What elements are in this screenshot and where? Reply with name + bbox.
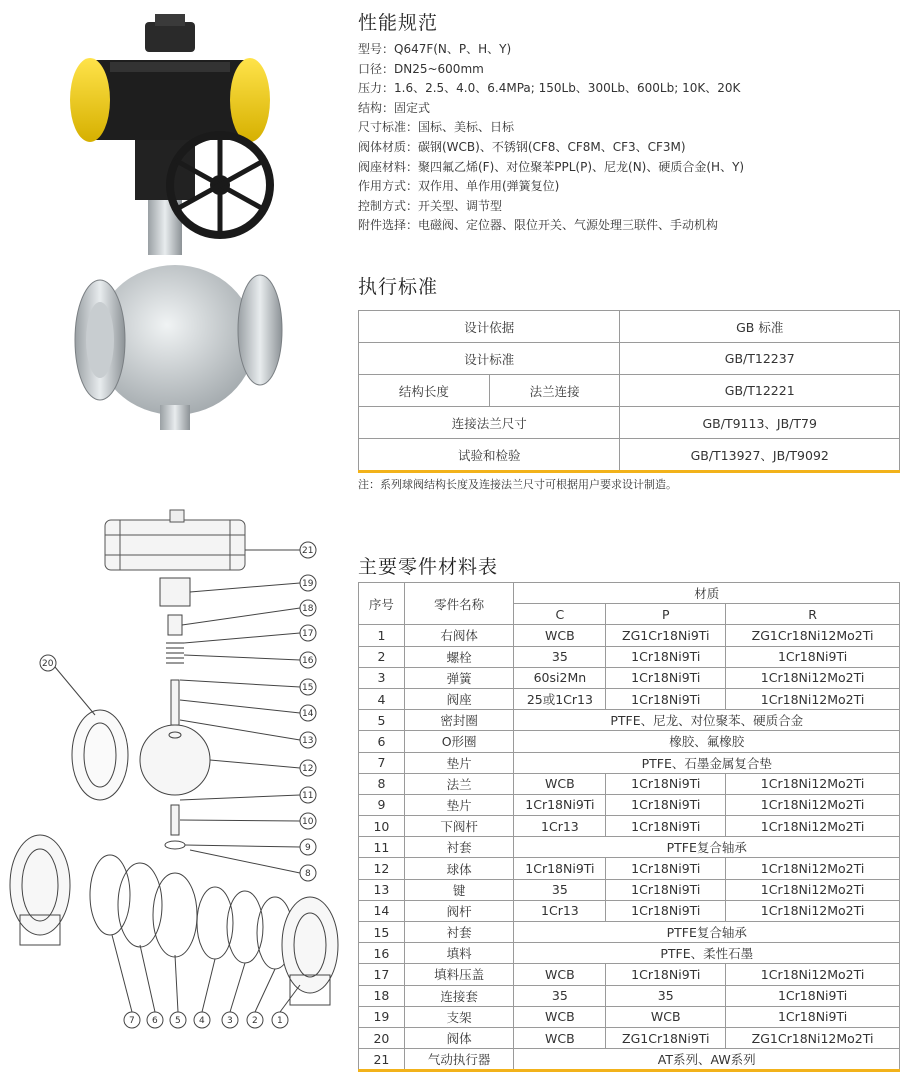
- row-number: 2: [359, 646, 405, 667]
- part-name: 垫片: [404, 794, 514, 815]
- table-row: [359, 375, 900, 407]
- spec-item: 口径：DN25~600mm: [358, 61, 484, 76]
- material-all: 橡胶、氟橡胶: [514, 731, 900, 752]
- part-name: 填料: [404, 943, 514, 964]
- part-name: 密封圈: [404, 710, 514, 731]
- row-number: 21: [359, 1049, 405, 1071]
- table-row: [359, 922, 900, 943]
- svg-text:6: 6: [152, 1016, 158, 1026]
- product-photo-icon: [60, 10, 290, 440]
- svg-text:12: 12: [302, 764, 314, 774]
- material-p: 1Cr18Ni9Ti: [606, 879, 726, 900]
- standards-note: 注：系列球阀结构长度及连接法兰尺寸可根据用户要求设计制造。: [358, 478, 677, 491]
- svg-text:15: 15: [302, 683, 314, 693]
- header-no: 序号: [359, 583, 405, 625]
- svg-text:5: 5: [175, 1016, 181, 1026]
- svg-text:21: 21: [302, 546, 314, 556]
- spec-list: [358, 40, 898, 236]
- material-r: ZG1Cr18Ni12Mo2Ti: [726, 1027, 900, 1048]
- material-r: ZG1Cr18Ni12Mo2Ti: [726, 625, 900, 646]
- part-name: 衬套: [404, 837, 514, 858]
- row-number: 8: [359, 773, 405, 794]
- spec-item: 尺寸标准：国标、美标、日标: [358, 120, 515, 135]
- material-r: 1Cr18Ni12Mo2Ti: [726, 816, 900, 837]
- svg-text:20: 20: [42, 659, 54, 669]
- row-number: 19: [359, 1006, 405, 1027]
- svg-text:8: 8: [305, 869, 311, 879]
- table-header-row: [359, 583, 900, 604]
- spec-item: 控制方式：开关型、调节型: [358, 198, 503, 213]
- table-row: [359, 858, 900, 879]
- material-r: 1Cr18Ni12Mo2Ti: [726, 879, 900, 900]
- material-r: 1Cr18Ni12Mo2Ti: [726, 667, 900, 688]
- table-row: [359, 625, 900, 646]
- row-number: 13: [359, 879, 405, 900]
- part-name: 键: [404, 879, 514, 900]
- material-all: PTFE、石墨金属复合垫: [514, 752, 900, 773]
- material-p: 35: [606, 985, 726, 1006]
- standard-label: 结构长度: [359, 375, 490, 407]
- table-row: [359, 985, 900, 1006]
- table-row: [359, 879, 900, 900]
- material-c: 1Cr13: [514, 816, 606, 837]
- material-r: 1Cr18Ni9Ti: [726, 1006, 900, 1027]
- table-row: [359, 311, 900, 343]
- table-row: [359, 837, 900, 858]
- spec-item: 阀体材质：碳钢(WCB)、不锈钢(CF8、CF8M、CF3、CF3M): [358, 139, 686, 154]
- standard-value: GB/T12221: [620, 375, 900, 407]
- part-name: 螺栓: [404, 646, 514, 667]
- part-name: 衬套: [404, 922, 514, 943]
- material-c: 35: [514, 879, 606, 900]
- spec-item: 型号：Q647F(N、P、H、Y): [358, 42, 512, 56]
- material-r: 1Cr18Ni12Mo2Ti: [726, 794, 900, 815]
- spec-item: 结构：固定式: [358, 100, 431, 115]
- svg-text:11: 11: [302, 791, 314, 801]
- row-number: 17: [359, 964, 405, 985]
- material-r: 1Cr18Ni12Mo2Ti: [726, 773, 900, 794]
- material-c: WCB: [514, 964, 606, 985]
- material-c: 1Cr18Ni9Ti: [514, 858, 606, 879]
- table-row: [359, 1027, 900, 1048]
- svg-text:18: 18: [302, 604, 314, 614]
- table-row: [359, 667, 900, 688]
- part-name: 法兰: [404, 773, 514, 794]
- material-p: WCB: [606, 1006, 726, 1027]
- material-all: PTFE复合轴承: [514, 922, 900, 943]
- row-number: 18: [359, 985, 405, 1006]
- materials-table: [358, 582, 900, 1072]
- spec-item: 压力：1.6、2.5、4.0、6.4MPa; 150Lb、300Lb、600Lb; 10K、20K: [358, 81, 741, 96]
- material-c: 35: [514, 985, 606, 1006]
- part-name: 填料压盖: [404, 964, 514, 985]
- exploded-diagram-icon: [0, 495, 340, 1085]
- table-row: [359, 943, 900, 964]
- materials-body: [359, 625, 900, 1071]
- svg-text:14: 14: [302, 709, 314, 719]
- materials-title: 主要零件材料表: [358, 556, 499, 578]
- part-name: 阀座: [404, 688, 514, 709]
- table-row: [359, 794, 900, 815]
- table-row: [359, 752, 900, 773]
- standard-label: 设计标准: [359, 343, 620, 375]
- row-number: 1: [359, 625, 405, 646]
- standard-value: GB/T12237: [620, 343, 900, 375]
- svg-text:1: 1: [277, 1016, 283, 1026]
- header-p: P: [606, 604, 726, 625]
- standard-value: GB 标准: [620, 311, 900, 343]
- row-number: 10: [359, 816, 405, 837]
- material-p: 1Cr18Ni9Ti: [606, 688, 726, 709]
- table-row: [359, 646, 900, 667]
- svg-text:16: 16: [302, 656, 314, 666]
- part-name: 阀杆: [404, 900, 514, 921]
- table-row: [359, 1006, 900, 1027]
- material-r: 1Cr18Ni9Ti: [726, 646, 900, 667]
- material-p: ZG1Cr18Ni9Ti: [606, 625, 726, 646]
- part-name: 气动执行器: [404, 1049, 514, 1071]
- table-row: [359, 343, 900, 375]
- material-p: 1Cr18Ni9Ti: [606, 816, 726, 837]
- row-number: 5: [359, 710, 405, 731]
- table-row: [359, 773, 900, 794]
- material-all: PTFE复合轴承: [514, 837, 900, 858]
- material-p: 1Cr18Ni9Ti: [606, 858, 726, 879]
- material-p: 1Cr18Ni9Ti: [606, 964, 726, 985]
- material-c: WCB: [514, 625, 606, 646]
- svg-text:13: 13: [302, 736, 314, 746]
- standard-value: GB/T13927、JB/T9092: [620, 439, 900, 472]
- material-r: 1Cr18Ni9Ti: [726, 985, 900, 1006]
- part-name: 连接套: [404, 985, 514, 1006]
- part-name: 弹簧: [404, 667, 514, 688]
- material-c: 60si2Mn: [514, 667, 606, 688]
- standard-label: 连接法兰尺寸: [359, 407, 620, 439]
- part-name: 下阀杆: [404, 816, 514, 837]
- part-name: O形圈: [404, 731, 514, 752]
- svg-text:19: 19: [302, 579, 314, 589]
- table-row: [359, 710, 900, 731]
- part-name: 右阀体: [404, 625, 514, 646]
- material-r: 1Cr18Ni12Mo2Ti: [726, 858, 900, 879]
- material-c: 35: [514, 646, 606, 667]
- spec-item: 作用方式：双作用、单作用(弹簧复位): [358, 179, 560, 194]
- header-c: C: [514, 604, 606, 625]
- table-row: [359, 1049, 900, 1071]
- row-number: 12: [359, 858, 405, 879]
- material-r: 1Cr18Ni12Mo2Ti: [726, 900, 900, 921]
- spec-item: 阀座材料：聚四氟乙烯(F)、对位聚苯PPL(P)、尼龙(N)、硬质合金(H、Y): [358, 159, 745, 174]
- svg-text:17: 17: [302, 629, 314, 639]
- material-c: WCB: [514, 1006, 606, 1027]
- row-number: 20: [359, 1027, 405, 1048]
- table-row: [359, 439, 900, 472]
- standard-sublabel: 法兰连接: [489, 375, 620, 407]
- material-r: 1Cr18Ni12Mo2Ti: [726, 688, 900, 709]
- material-p: 1Cr18Ni9Ti: [606, 646, 726, 667]
- row-number: 9: [359, 794, 405, 815]
- standard-label: 设计依据: [359, 311, 620, 343]
- standard-label: 试验和检验: [359, 439, 620, 472]
- material-c: 1Cr18Ni9Ti: [514, 794, 606, 815]
- part-name: 球体: [404, 858, 514, 879]
- actuator-drawing: [105, 510, 245, 570]
- svg-text:3: 3: [227, 1016, 233, 1026]
- table-row: [359, 816, 900, 837]
- standards-table: [358, 310, 900, 473]
- svg-text:4: 4: [199, 1016, 205, 1026]
- svg-text:9: 9: [305, 843, 311, 853]
- row-number: 11: [359, 837, 405, 858]
- svg-text:7: 7: [129, 1016, 135, 1026]
- material-r: 1Cr18Ni12Mo2Ti: [726, 964, 900, 985]
- row-number: 7: [359, 752, 405, 773]
- standard-value: GB/T9113、JB/T79: [620, 407, 900, 439]
- material-all: PTFE、尼龙、对位聚苯、硬质合金: [514, 710, 900, 731]
- part-name: 阀体: [404, 1027, 514, 1048]
- material-p: 1Cr18Ni9Ti: [606, 900, 726, 921]
- material-all: AT系列、AW系列: [514, 1049, 900, 1071]
- table-row: [359, 964, 900, 985]
- material-p: 1Cr18Ni9Ti: [606, 773, 726, 794]
- part-name: 垫片: [404, 752, 514, 773]
- table-row: [359, 688, 900, 709]
- table-row: [359, 407, 900, 439]
- table-row: [359, 731, 900, 752]
- svg-text:10: 10: [302, 817, 314, 827]
- material-p: ZG1Cr18Ni9Ti: [606, 1027, 726, 1048]
- material-p: 1Cr18Ni9Ti: [606, 794, 726, 815]
- material-c: WCB: [514, 1027, 606, 1048]
- header-r: R: [726, 604, 900, 625]
- standards-title: 执行标准: [358, 276, 439, 298]
- row-number: 16: [359, 943, 405, 964]
- header-material: 材质: [514, 583, 900, 604]
- row-number: 4: [359, 688, 405, 709]
- row-number: 14: [359, 900, 405, 921]
- svg-text:2: 2: [252, 1016, 258, 1026]
- spec-title: 性能规范: [358, 12, 439, 34]
- part-name: 支架: [404, 1006, 514, 1027]
- material-p: 1Cr18Ni9Ti: [606, 667, 726, 688]
- table-row: [359, 900, 900, 921]
- material-all: PTFE、柔性石墨: [514, 943, 900, 964]
- row-number: 3: [359, 667, 405, 688]
- material-c: 1Cr13: [514, 900, 606, 921]
- material-c: 25或1Cr13: [514, 688, 606, 709]
- row-number: 6: [359, 731, 405, 752]
- header-name: 零件名称: [404, 583, 514, 625]
- spec-item: 附件选择：电磁阀、定位器、限位开关、气源处理三联件、手动机构: [358, 218, 719, 233]
- row-number: 15: [359, 922, 405, 943]
- material-c: WCB: [514, 773, 606, 794]
